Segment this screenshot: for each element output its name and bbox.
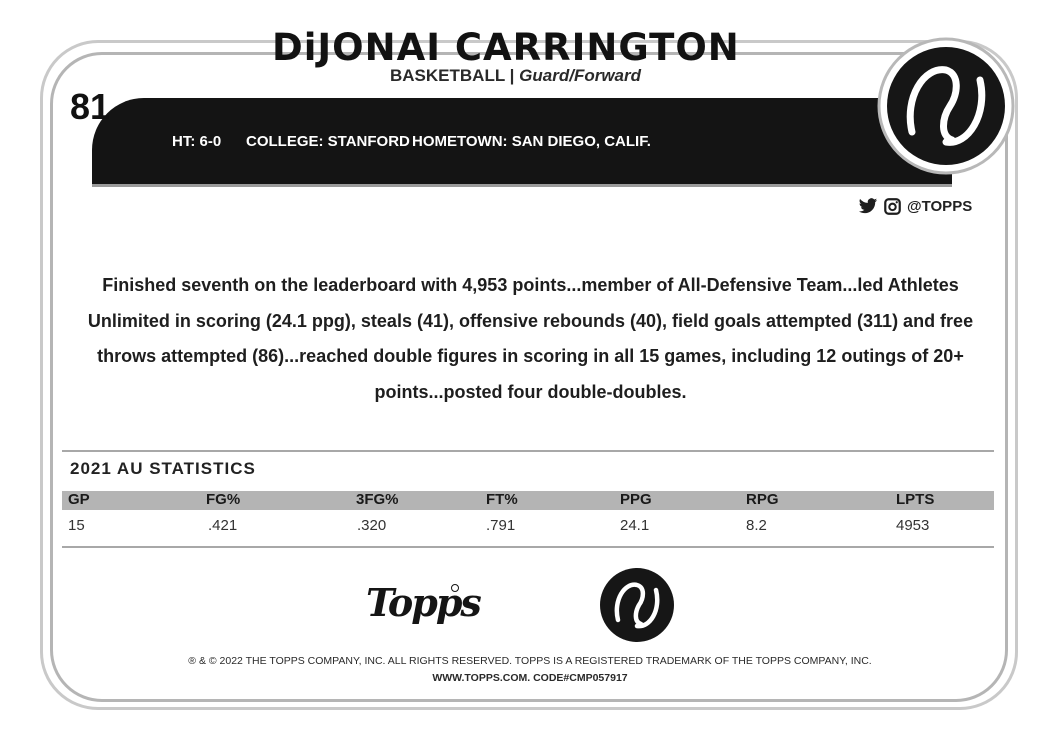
legal-copyright: ® & © 2022 THE TOPPS COMPANY, INC. ALL RIGHTS RESERVED. TOPPS IS A REGISTERED TRADEMARK OF THE TOPPS COMPANY, INC. xyxy=(188,655,872,667)
stat-header-lpts: LPTS xyxy=(896,491,935,508)
stat-value-fg: .421 xyxy=(208,517,238,534)
instagram-icon xyxy=(884,198,901,215)
career-blurb: Finished seventh on the leaderboard with 4,953 points...member of All-Defensive Team...led Athletes Unlimited in scoring (24.1 ppg), steals (41), offensive rebounds (40), field goals attempted (311) and free throws attempted (86)...reached double figures in scoring in all 15 games, including 12 outings of 20+ points...posted four double-doubles. xyxy=(87,275,974,402)
player-name: DiJONAI CARRINGTON xyxy=(272,26,740,69)
stat-value-lpts: 4953 xyxy=(896,517,930,534)
athletes-unlimited-small-logo-icon xyxy=(598,566,676,644)
stats-bottom-rule xyxy=(62,546,994,548)
sport-label: BASKETBALL xyxy=(390,66,505,85)
height-label: HT: 6-0 xyxy=(172,133,222,150)
stat-value-gp: 15 xyxy=(68,517,85,534)
stat-value-3fg: .320 xyxy=(357,517,387,534)
college-label: COLLEGE: STANFORD xyxy=(246,133,410,150)
position-label: Guard/Forward xyxy=(519,66,642,85)
social-handle-text: @TOPPS xyxy=(907,197,973,215)
topps-logo xyxy=(362,578,480,625)
topps-logo-wordmark: Topps xyxy=(366,580,480,625)
stat-value-ft: .791 xyxy=(486,517,516,534)
stats-top-rule xyxy=(62,450,994,452)
bio-band-underline xyxy=(92,184,952,187)
stat-value-rpg: 8.2 xyxy=(746,517,767,534)
hometown-label: HOMETOWN: SAN DIEGO, CALIF. xyxy=(412,133,651,150)
social-handles xyxy=(858,195,972,217)
legal-website: WWW.TOPPS.COM. CODE#CMP057917 xyxy=(432,672,628,684)
player-subtitle xyxy=(390,66,641,86)
stat-header-rpg: RPG xyxy=(746,491,779,508)
card-number: 81 xyxy=(70,86,111,127)
stats-header-bar xyxy=(62,491,994,510)
twitter-icon xyxy=(858,198,878,215)
athletes-unlimited-logo-icon xyxy=(876,36,1016,176)
stat-header-ppg: PPG xyxy=(620,491,652,508)
stat-value-ppg: 24.1 xyxy=(620,517,650,534)
stat-header-3fg: 3FG% xyxy=(356,491,399,508)
subtitle-separator: | xyxy=(509,66,515,85)
stat-header-fg: FG% xyxy=(206,491,241,508)
stats-title: 2021 AU STATISTICS xyxy=(70,459,256,478)
stat-header-gp: GP xyxy=(68,491,90,508)
stat-header-ft: FT% xyxy=(486,491,518,508)
